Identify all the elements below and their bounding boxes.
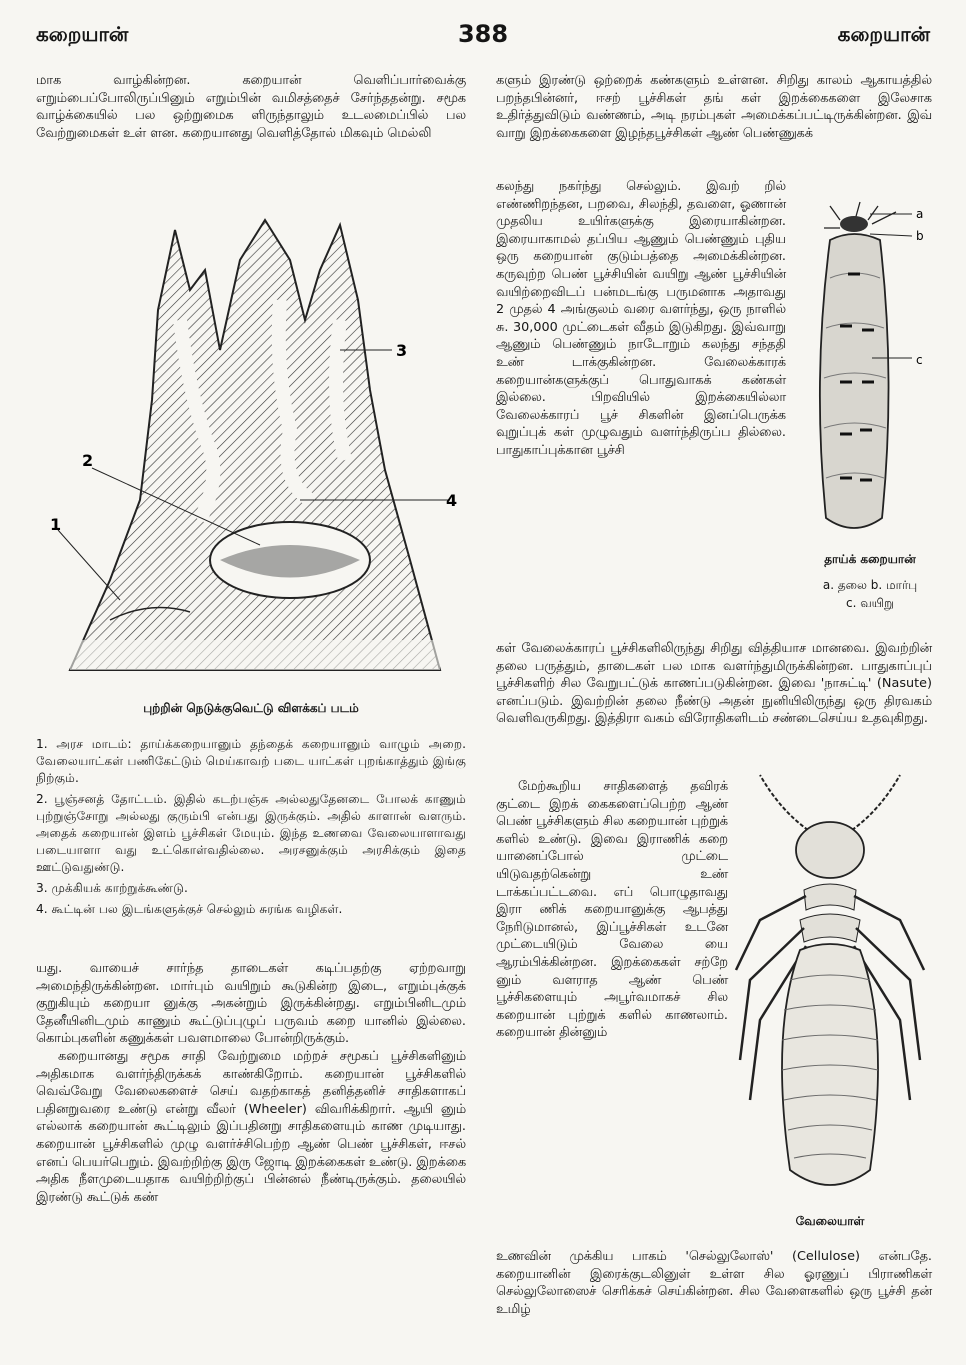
left-column-bottom bbox=[36, 960, 466, 1206]
figure-label-1: 1 bbox=[50, 515, 62, 534]
paragraph: மாக வாழ்கின்றன. கறையான் வெளிப்பார்வைக்கு எறும்பைப்போலிருப்பினும் எறும்பின் வமிசத்தைச் சேர்ந்ததன்று. சமூக வாழ்க்கையில் பல ஒற்றுமைக ளிருந்தாலும் உடலமைப்பில் பல வேற்றுமைகள் உள் ளன. கறையானது வெளித்தோல் மிகவும் மெல்லி bbox=[36, 73, 466, 141]
page-number: 388 bbox=[457, 20, 509, 48]
figure-caption: புற்றின் நெடுக்குவெட்டு விளக்கப் படம் bbox=[143, 701, 359, 715]
left-column-top bbox=[36, 72, 466, 142]
figure-legend bbox=[36, 736, 466, 918]
right-column-full-width bbox=[496, 640, 932, 728]
paragraph: மேற்கூறிய சாதிகளைத் தவிரக் குட்டை இறக் கைகளைப்பெற்ற ஆண் பெண் பூச்சிகளும் சில கறையான் புற்றுக் களில் உண்டு. இவை இராணிக் கறை யானைப்போல் முட்டை யிடுவதற்கென்று உண் டாக்கப்பட்டவை. எப் பொழுதாவது இரா ணிக் கறையானுக்கு ஆபத்து நேரிடுமானல், இப்பூச்சிகள் உடனே முட்டையிடும் வேலை யை ஆரம்பிக்கின்றன. இறக்கைகள் சற்றே னும் வளராத ஆண் பெண் பூச்சிகளையும் அபூர்வமாகச் சில கறையான் புற்றுக் களில் காணலாம். கறையான் தின்னும் bbox=[496, 779, 728, 1041]
queen-legend-line: c. வயிறு bbox=[845, 596, 895, 610]
right-column-bottom bbox=[496, 1248, 932, 1318]
running-header-left: கறையான் bbox=[36, 22, 129, 46]
figure-label-2: 2 bbox=[82, 451, 94, 470]
queen-label-c: c bbox=[916, 353, 923, 367]
worker-termite-figure bbox=[720, 770, 940, 1210]
queen-label-a: a bbox=[916, 207, 924, 221]
queen-caption: தாய்க் கறையான் bbox=[824, 552, 916, 566]
legend-item: 2. பூஞ்சனத் தோட்டம். இதில் கடற்பஞ்சு அல்லதுதேனடை போலக் காணும் புற்றுஞ்சோறு அல்லது குரும்பி என்பது இருக்கும். அதில் காளான் வளரும். அதைக் கறையான் இளம் பூச்சிகள் மேயும். இந்த உணவை வேலையாளாவது படையாளா வது உட்கொள்வதில்லை. அரசனுக்கும் அரசிக்கும் இதை ஊட்டுவதுண்டு. bbox=[36, 791, 466, 874]
queen-caption-block bbox=[800, 550, 940, 612]
paragraph: களும் இரண்டு ஒற்றைக் கண்களும் உள்ளன. சிறிது காலம் ஆகாயத்தில் பறந்தபின்னர், ஈசற் பூச்சிகள் தங் கள் இறக்கைகளை இலேசாக உதிர்த்துவிடும் வண்ணம், அடி நரம்புகள் அமைக்கப்பட்டிருக்கின்றன. இவ் வாறு இறக்கைகளை இழந்தபூச்சிகள் ஆண் பெண்ணுகக் bbox=[496, 73, 932, 141]
queen-termite-figure bbox=[800, 198, 940, 548]
paragraph: உணவின் முக்கிய பாகம் 'செல்லுலோஸ்' (Cellulose) என்பதே. கறையானின் இரைக்குடலினுள் உள்ள சில ஓரணுப் பிராணிகள் செல்லுலோஸைச் செரிக்கச் செய்கின்றன. சில வேளைகளில் ஒரு பூச்சி தன் உமிழ் bbox=[496, 1249, 932, 1317]
termite-mound-cross-section-figure bbox=[40, 200, 466, 680]
worker-caption: வேலையாள் bbox=[795, 1214, 865, 1228]
paragraph: யது. வாயைச் சார்ந்த தாடைகள் கடிப்பதற்கு ஏற்றவாறு அமைந்திருக்கின்றன. மார்பும் வயிறும் கூடுகின்ற இடை, எறும்புக்குக் குறுகியும் கறையா னுக்கு அகன்றும் இருக்கின்றது. எறும்பினிடமும் தேனீயினிடமும் காணும் கூட்டுப்புழுப் பருவம் கறை யானில் இல்லை. கொம்புகளின் கணுக்கள் பவளமாலை போன்றிருக்கும். bbox=[36, 961, 466, 1047]
legend-item: 4. கூட்டின் பல இடங்களுக்குச் செல்லும் சுரங்க வழிகள். bbox=[36, 901, 343, 916]
right-column-beside-queen bbox=[496, 178, 786, 460]
queen-label-b: b bbox=[916, 229, 924, 243]
paragraph: கள் வேலைக்காரப் பூச்சிகளிலிருந்து சிறிது வித்தியாச மானவை. இவற்றின் தலை பருத்தும், தாடைகள் பல மாக வளர்ந்துமிருக்கின்றன. பாதுகாப்புப் பூச்சிகளிற் சில வேறுபட்டுக் காணப்படுகின்றன. இவை 'நாசுட்டி' (Nasute) எனப்படும். இவற்றின் தலை நீண்டு அதன் நுனியிலிருந்து ஒரு திரவகம் வெளிவருகிறது. இத்திரா வகம் விரோதிகளிடம் சண்டைசெய்ய உதவுகிறது. bbox=[496, 641, 932, 727]
paragraph: கலந்து நகர்ந்து செல்லும். இவற் றில் எண்ணிறந்தன, பறவை, சிலந்தி, தவளை, ஓணான் முதலிய உயிர்களுக்கு இரையாகின்றன. இரையாகாமல் தப்பிய ஆணும் பெண்ணும் புதிய ஒரு கறையான் குடும்பத்தை அமைக்கின்றன. கருவுற்ற பெண் பூச்சியின் வயிறு ஆண் பூச்சியின் வயிற்றைவிடப் பன்மடங்கு பருமனாக அதாவது 2 முதல் 4 அங்குலம் வரை வளர்ந்து, ஒரு நாளில் சு. 30,000 முட்டைகள் வீதம் இடுகிறது. இவ்வாறு ஆணும் பெண்ணும் நாடோறும் கலந்து சந்ததி உண் டாக்குகின்றன. வேலைக்காரக் கறையான்களுக்குப் பொதுவாகக் கண்கள் இல்லை. பிறவியில் இறக்கையில்லா வேலைக்காரப் பூச் சிகளின் இனப்பெருக்க வுறுப்புக் கள் முழுவதும் வளர்ந்திருப்ப தில்லை. பாதுகாப்புக்கான பூச்சி bbox=[496, 179, 786, 458]
figure-label-4: 4 bbox=[446, 491, 458, 510]
running-header-right: கறையான் bbox=[837, 22, 930, 46]
figure-caption-block bbox=[36, 700, 466, 922]
legend-item: 3. முக்கியக் காற்றுக்கூண்டு. bbox=[36, 880, 188, 895]
figure-label-3: 3 bbox=[396, 341, 408, 360]
legend-item: 1. அரச மாடம்: தாய்க்கறையானும் தந்தைக் கறையானும் வாழும் அறை. வேலையாட்கள் பணிகேட்டும் மெய்காவற் படை யாட்கள் புறங்காத்தும் இங்கு நிற்கும். bbox=[36, 736, 466, 785]
queen-legend-line: a. தலை b. மார்பு bbox=[822, 578, 918, 592]
right-column-beside-worker bbox=[496, 778, 728, 1042]
paragraph: கறையானது சமூக சாதி வேற்றுமை மற்றச் சமூகப் பூச்சிகளினும் அதிகமாக வளர்ந்திருக்கக் காண்கிறோம். கறையான் பூச்சிகளில் வெவ்வேறு வேலைகளைச் செய் வதற்காகத் தனித்தனிச் சாதிகளாகப் பதினறுவரை உண்டு என்று வீலர் (Wheeler) விவரிக்கிறார். ஆயி னும் எல்லாக் கறையான் கூட்டிலும் இப்பதினறு சாதிகளையும் காண முடியாது. கறையான் பூச்சிகளில் முழு வளர்ச்சிபெற்ற ஆண் பெண் பூச்சிகள், ஈசல் எனப் பெயர்பெறும். இவற்றிற்கு இரு ஜோடி இறக்கைகள் உண்டு. இறக்கை அதிக நீளமுடையதாக வயிற்றிற்குப் பின்னல் நீண்டிருக்கும். தலையில் இரண்டு கூட்டுக் கண் bbox=[36, 1048, 466, 1205]
right-column-top bbox=[496, 72, 932, 142]
